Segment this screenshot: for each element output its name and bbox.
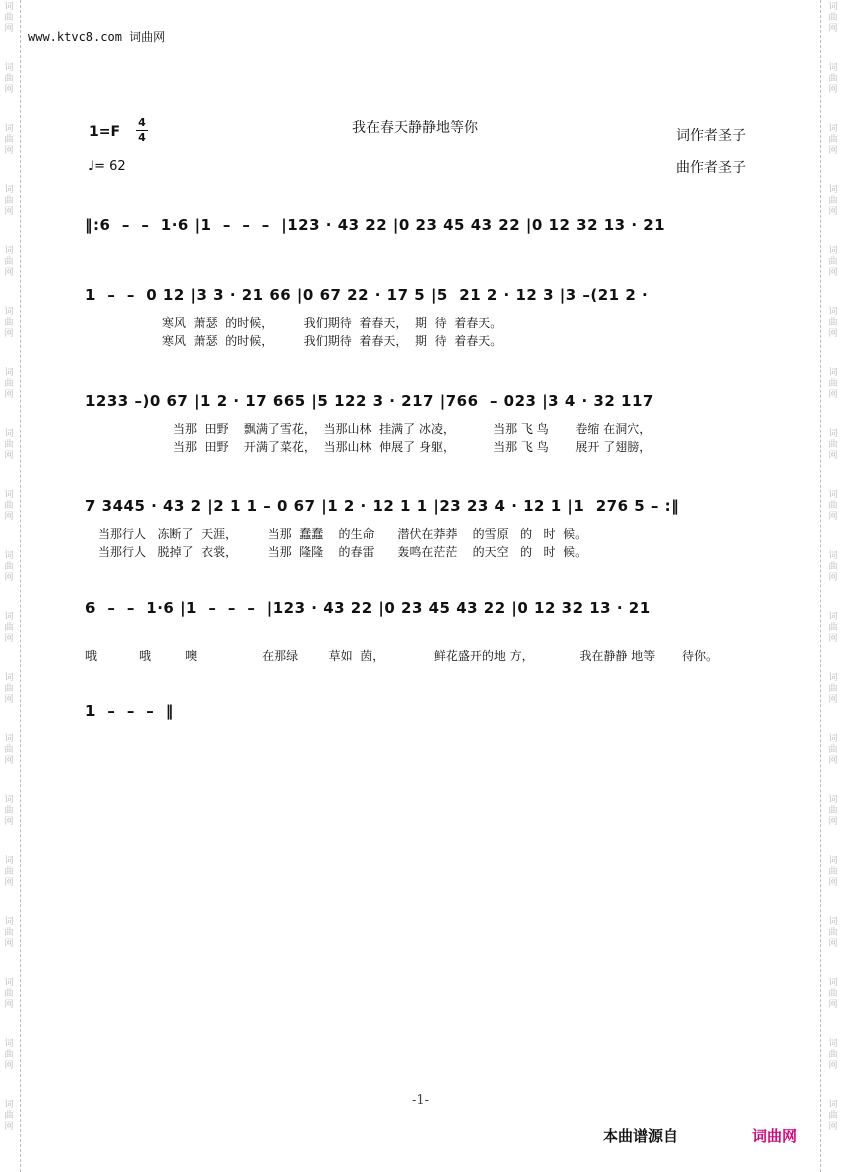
lyricist-credit: 词作者圣子 [676, 128, 746, 144]
key-signature: 1=F [89, 124, 121, 140]
lyrics-line-4-verse-2: 当那行人 脱掉了 衣裳， 当那 隆隆 的春雷 轰鸣在茫茫 的天空 的 时 候。 [98, 545, 588, 559]
right-watermark-strip [820, 0, 843, 1172]
watermark-mark: 词 曲 网 [828, 612, 838, 644]
tempo-marking: ♩= 62 [88, 159, 126, 174]
watermark-mark: 词 曲 网 [4, 612, 14, 644]
page-number: -1- [412, 1093, 430, 1108]
watermark-mark: 词 曲 网 [828, 246, 838, 278]
site-url: www.ktvc8.com 词曲网 [28, 30, 166, 44]
brand-logo: 词曲网 [752, 1127, 798, 1145]
score-line-6: 1 – – – ‖ [85, 702, 174, 720]
watermark-mark: 词 曲 网 [828, 307, 838, 339]
watermark-mark: 词 曲 网 [4, 429, 14, 461]
watermark-mark: 词 曲 网 [4, 551, 14, 583]
watermark-mark: 词 曲 网 [828, 978, 838, 1010]
watermark-mark: 词 曲 网 [828, 124, 838, 156]
time-signature-top: 4 [138, 116, 146, 129]
watermark-mark: 词 曲 网 [828, 368, 838, 400]
lyrics-line-4-verse-1: 当那行人 冻断了 天涯， 当那 蠢蠢 的生命 潜伏在莽莽 的雪原 的 时 候。 [98, 527, 588, 541]
watermark-mark: 词 曲 网 [4, 63, 14, 95]
lyrics-line-3-verse-1: 当那 田野 飘满了雪花， 当那山林 挂满了 冰凌， 当那 飞 鸟 卷缩 在洞穴， [173, 422, 652, 436]
watermark-mark: 词 曲 网 [828, 795, 838, 827]
watermark-mark: 词 曲 网 [4, 734, 14, 766]
watermark-mark: 词 曲 网 [4, 185, 14, 217]
watermark-mark: 词 曲 网 [4, 307, 14, 339]
watermark-mark: 词 曲 网 [4, 978, 14, 1010]
watermark-mark: 词 曲 网 [4, 917, 14, 949]
watermark-mark: 词 曲 网 [4, 124, 14, 156]
lyrics-line-5: 哦 哦 噢 在那绿 草如 茵， 鲜花盛开的地 方， 我在静静 地等 待你。 [85, 649, 718, 663]
score-line-4: 7 3445 · 43 2 |2 1 1 – 0 67 |1 2 · 12 1 1 |23 23 4 · 12 1 |1 276 5 – :‖ [85, 497, 680, 515]
watermark-mark: 词 曲 网 [4, 673, 14, 705]
watermark-mark: 词 曲 网 [828, 2, 838, 34]
watermark-mark: 词 曲 网 [828, 1100, 838, 1132]
song-title: 我在春天静静地等你 [352, 120, 478, 136]
watermark-mark: 词 曲 网 [828, 429, 838, 461]
source-label: 本曲谱源自 [603, 1127, 679, 1145]
watermark-mark: 词 曲 网 [828, 856, 838, 888]
watermark-mark: 词 曲 网 [4, 795, 14, 827]
composer-credit: 曲作者圣子 [676, 160, 746, 176]
watermark-mark: 词 曲 网 [4, 246, 14, 278]
time-signature [136, 116, 148, 145]
watermark-mark: 词 曲 网 [4, 490, 14, 522]
watermark-mark: 词 曲 网 [4, 1039, 14, 1071]
watermark-mark: 词 曲 网 [828, 673, 838, 705]
watermark-mark: 词 曲 网 [828, 734, 838, 766]
left-watermark-strip [0, 0, 21, 1172]
watermark-mark: 词 曲 网 [4, 368, 14, 400]
time-signature-bottom: 4 [136, 130, 148, 145]
score-line-3: 1233 –)0 67 |1 2 · 17 665 |5 122 3 · 217 |766 – 023 |3 4 · 32 117 [85, 392, 654, 410]
watermark-mark: 词 曲 网 [828, 63, 838, 95]
watermark-mark: 词 曲 网 [4, 2, 14, 34]
score-line-1: ‖:6 – – 1·6 |1 – – – |123 · 43 22 |0 23 45 43 22 |0 12 32 13 · 21 [85, 216, 666, 234]
lyrics-line-3-verse-2: 当那 田野 开满了菜花， 当那山林 伸展了 身躯， 当那 飞 鸟 展开 了翅膀， [173, 440, 652, 454]
watermark-mark: 词 曲 网 [828, 917, 838, 949]
watermark-mark: 词 曲 网 [4, 1100, 14, 1132]
watermark-mark: 词 曲 网 [4, 856, 14, 888]
lyrics-line-2-verse-1: 寒风 萧瑟 的时候， 我们期待 着春天， 期 待 着春天。 [162, 316, 503, 330]
score-line-5: 6 – – 1·6 |1 – – – |123 · 43 22 |0 23 45 43 22 |0 12 32 13 · 21 [85, 599, 651, 617]
lyrics-line-2-verse-2: 寒风 萧瑟 的时候， 我们期待 着春天， 期 待 着春天。 [162, 334, 503, 348]
watermark-mark: 词 曲 网 [828, 551, 838, 583]
score-line-2: 1 – – 0 12 |3 3 · 21 66 |0 67 22 · 17 5 |5 21 2 · 12 3 |3 –(21 2 · [85, 286, 649, 304]
watermark-mark: 词 曲 网 [828, 185, 838, 217]
watermark-mark: 词 曲 网 [828, 1039, 838, 1071]
watermark-mark: 词 曲 网 [828, 490, 838, 522]
